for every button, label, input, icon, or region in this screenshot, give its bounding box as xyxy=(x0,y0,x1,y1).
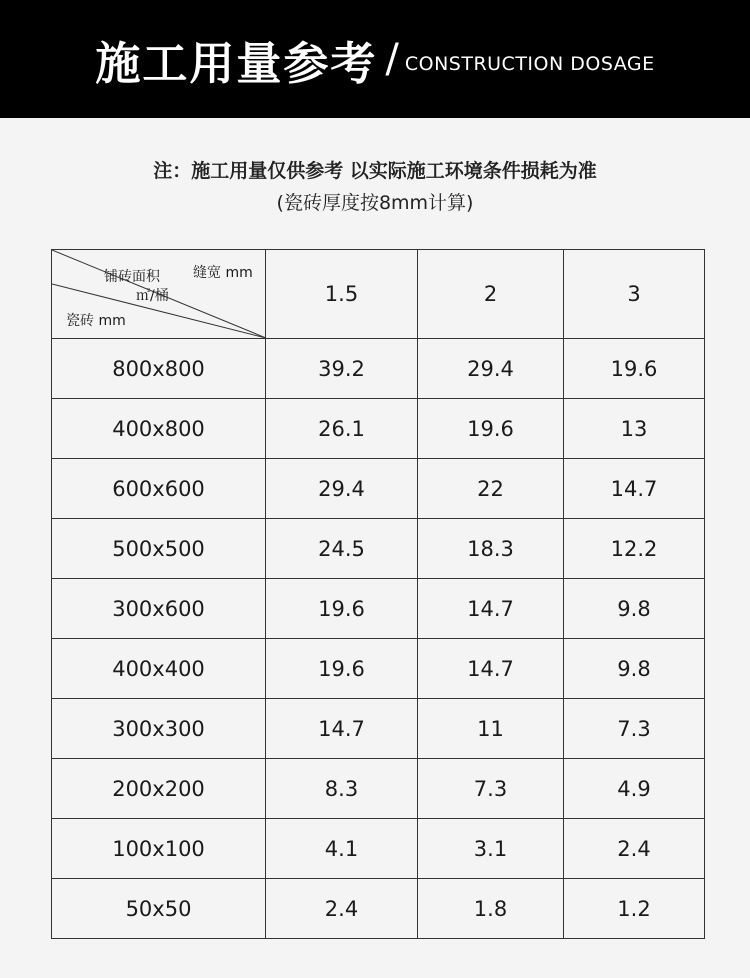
table-header-row xyxy=(52,250,705,339)
coverage-value-cell: 24.5 xyxy=(266,519,418,579)
coverage-value-cell: 19.6 xyxy=(266,639,418,699)
coverage-value-cell: 14.7 xyxy=(418,639,564,699)
header-subtitle: CONSTRUCTION DOSAGE xyxy=(404,53,655,75)
coverage-value-cell: 19.6 xyxy=(266,579,418,639)
coverage-value-cell: 9.8 xyxy=(564,639,705,699)
coverage-value-cell: 14.7 xyxy=(418,579,564,639)
column-header: 3 xyxy=(564,250,705,339)
tile-size-cell: 400x800 xyxy=(52,399,266,459)
coverage-value-cell: 8.3 xyxy=(266,759,418,819)
disclaimer-note: 注：施工用量仅供参考 以实际施工环境条件损耗为准 xyxy=(153,160,597,182)
table-row xyxy=(52,879,705,939)
coverage-value-cell: 4.1 xyxy=(266,819,418,879)
tile-size-cell: 400x400 xyxy=(52,639,266,699)
table-row xyxy=(52,459,705,519)
header-slash: / xyxy=(385,36,399,82)
joint-width-label: 缝宽 mm xyxy=(193,265,253,281)
coverage-value-cell: 19.6 xyxy=(418,399,564,459)
coverage-value-cell: 14.7 xyxy=(564,459,705,519)
tile-size-cell: 600x600 xyxy=(52,459,266,519)
coverage-value-cell: 1.8 xyxy=(418,879,564,939)
table-row xyxy=(52,819,705,879)
column-header: 1.5 xyxy=(266,250,418,339)
coverage-value-cell: 9.8 xyxy=(564,579,705,639)
coverage-value-cell: 11 xyxy=(418,699,564,759)
coverage-value-cell: 7.3 xyxy=(418,759,564,819)
tile-size-cell: 50x50 xyxy=(52,879,266,939)
page-header xyxy=(0,0,750,118)
coverage-value-cell: 29.4 xyxy=(418,339,564,399)
tile-size-cell: 800x800 xyxy=(52,339,266,399)
coverage-value-cell: 3.1 xyxy=(418,819,564,879)
coverage-value-cell: 26.1 xyxy=(266,399,418,459)
coverage-value-cell: 2.4 xyxy=(266,879,418,939)
coverage-value-cell: 18.3 xyxy=(418,519,564,579)
column-header: 2 xyxy=(418,250,564,339)
coverage-value-cell: 7.3 xyxy=(564,699,705,759)
tile-size-cell: 300x300 xyxy=(52,699,266,759)
coverage-value-cell: 19.6 xyxy=(564,339,705,399)
coverage-value-cell: 1.2 xyxy=(564,879,705,939)
coverage-unit-label: ㎡/桶 xyxy=(136,288,169,304)
table-row xyxy=(52,519,705,579)
table-row xyxy=(52,399,705,459)
coverage-value-cell: 12.2 xyxy=(564,519,705,579)
coverage-value-cell: 14.7 xyxy=(266,699,418,759)
table-row xyxy=(52,759,705,819)
table-row xyxy=(52,339,705,399)
tile-size-cell: 200x200 xyxy=(52,759,266,819)
table-row xyxy=(52,639,705,699)
coverage-value-cell: 22 xyxy=(418,459,564,519)
tile-size-cell: 500x500 xyxy=(52,519,266,579)
coverage-label: 铺砖面积 xyxy=(104,269,160,285)
coverage-value-cell: 2.4 xyxy=(564,819,705,879)
coverage-value-cell: 29.4 xyxy=(266,459,418,519)
header-title: 施工用量参考 xyxy=(95,36,378,90)
coverage-value-cell: 39.2 xyxy=(266,339,418,399)
coverage-value-cell: 4.9 xyxy=(564,759,705,819)
tile-size-cell: 300x600 xyxy=(52,579,266,639)
dosage-table xyxy=(51,249,705,939)
tile-size-label: 瓷砖 mm xyxy=(66,313,126,329)
table-row xyxy=(52,579,705,639)
coverage-value-cell: 13 xyxy=(564,399,705,459)
corner-header-cell xyxy=(52,250,266,339)
thickness-note: (瓷砖厚度按8mm计算) xyxy=(276,192,474,214)
tile-size-cell: 100x100 xyxy=(52,819,266,879)
table-row xyxy=(52,699,705,759)
